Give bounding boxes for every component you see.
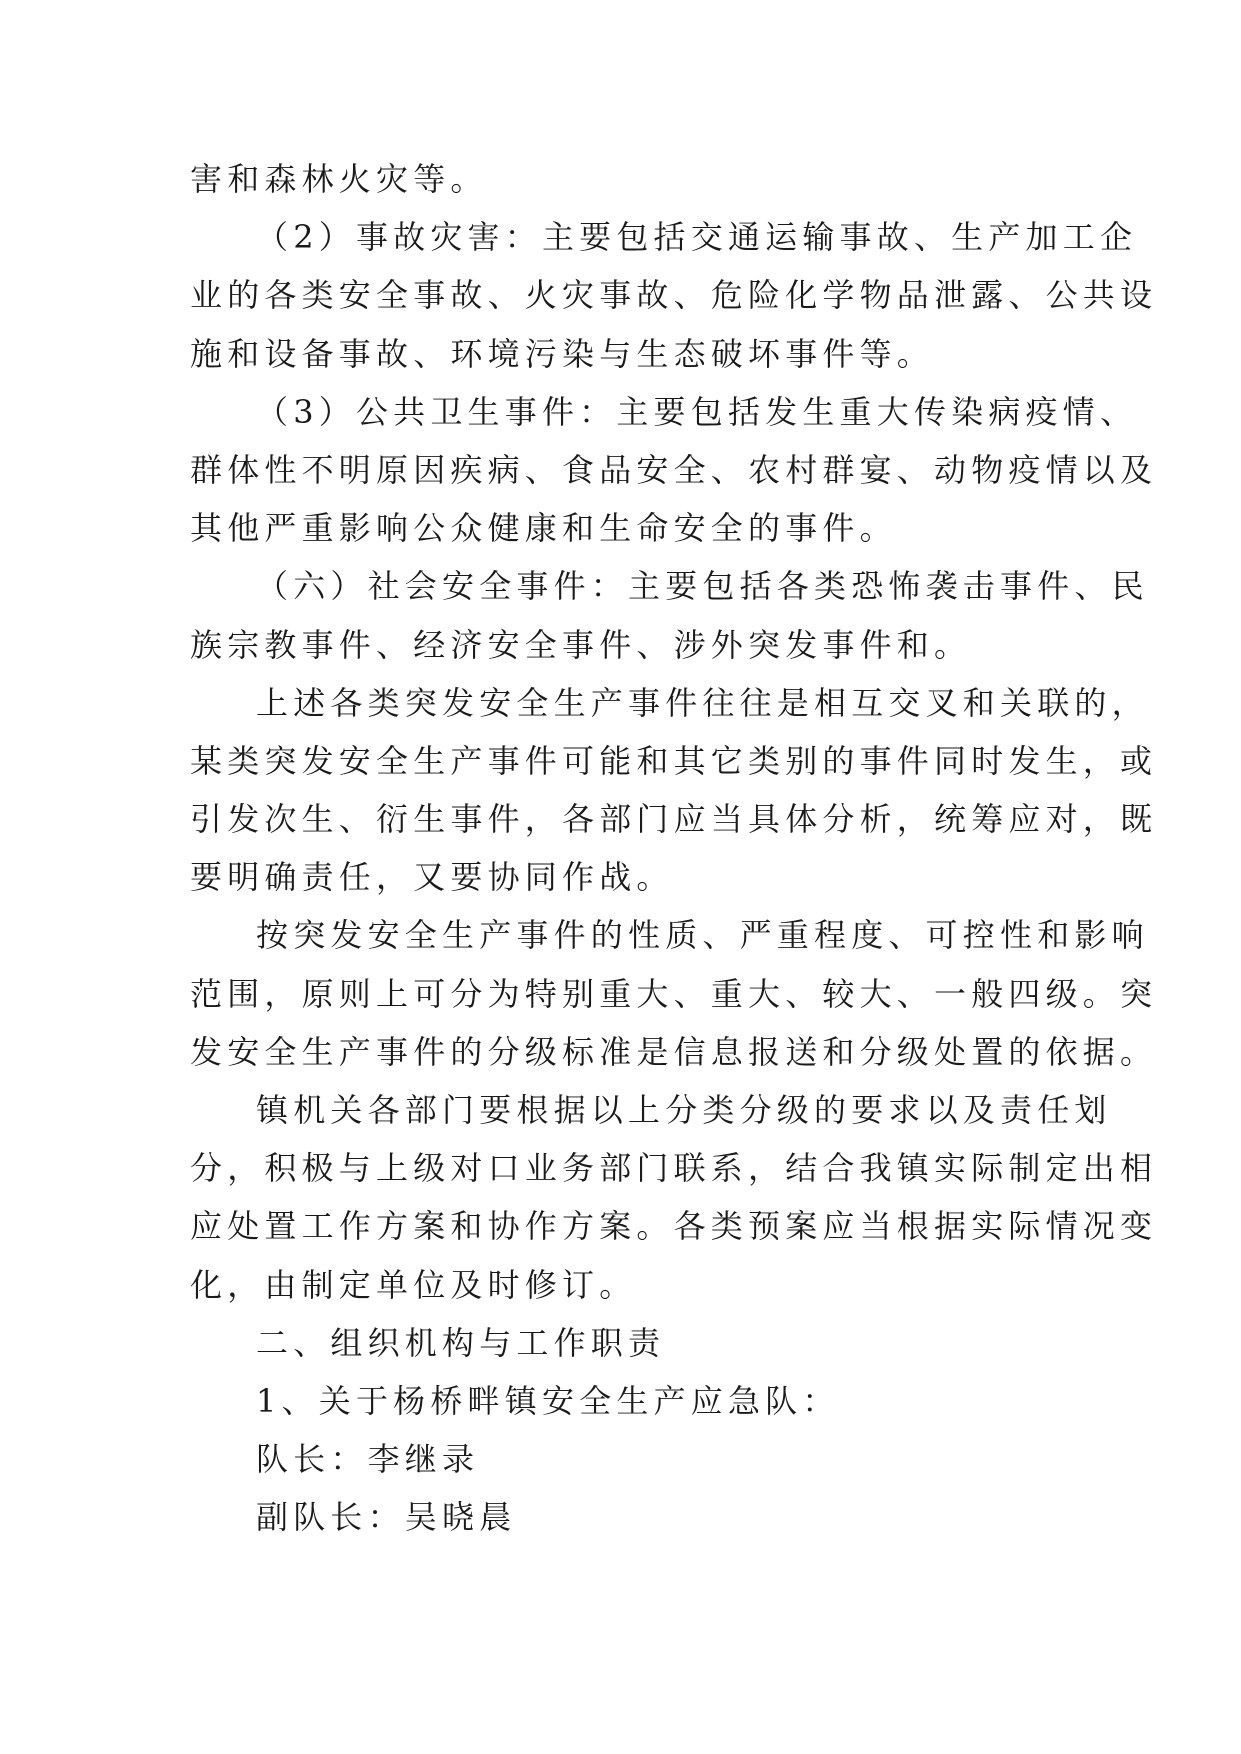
text-line: 上述各类突发安全生产事件往往是相互交叉和关联的，	[256, 683, 1149, 722]
text-line: 施和设备事故、环境污染与生态破坏事件等。	[190, 334, 935, 373]
text-line: （六）社会安全事件：主要包括各类恐怖袭击事件、民	[256, 567, 1149, 606]
team-leader: 队长：李继录	[256, 1440, 480, 1479]
text-line: 镇机关各部门要根据以上分类分级的要求以及责任划	[256, 1091, 1112, 1129]
text-line: 化，由制定单位及时修订。	[190, 1265, 637, 1304]
section-heading: 二、组织机构与工作职责	[256, 1323, 666, 1362]
text-line: 某类突发安全生产事件可能和其它类别的事件同时发生，或	[190, 741, 1158, 780]
text-line: （3）公共卫生事件：主要包括发生重大传染病疫情、	[256, 392, 1138, 431]
text-line: 业的各类安全事故、火灾事故、危险化学物品泄露、公共设	[190, 276, 1158, 315]
text-line: 其他严重影响公众健康和生命安全的事件。	[190, 509, 897, 548]
text-line: 应处置工作方案和协作方案。各类预案应当根据实际情况变	[190, 1207, 1158, 1246]
text-line: 范围，原则上可分为特别重大、重大、较大、一般四级。突	[190, 974, 1158, 1013]
text-line: 引发次生、衍生事件，各部门应当具体分析，统筹应对，既	[190, 800, 1158, 839]
text-line: 族宗教事件、经济安全事件、涉外突发事件和。	[190, 625, 972, 664]
text-line: 害和森林火灾等。	[190, 160, 488, 198]
text-line: 分，积极与上级对口业务部门联系，结合我镇实际制定出相	[190, 1149, 1158, 1188]
text-line: 发安全生产事件的分级标准是信息报送和分级处置的依据。	[190, 1032, 1158, 1071]
text-line: 群体性不明原因疾病、食品安全、农村群宴、动物疫情以及	[190, 450, 1158, 489]
deputy-team-leader: 副队长：吴晓晨	[256, 1498, 517, 1537]
text-line: 要明确责任，又要协同作战。	[190, 858, 674, 897]
text-line: （2）事故灾害：主要包括交通运输事故、生产加工企	[256, 218, 1138, 257]
text-line: 按突发安全生产事件的性质、严重程度、可控性和影响	[256, 916, 1149, 955]
list-item: 1、关于杨桥畔镇安全生产应急队：	[256, 1381, 840, 1420]
document-body	[190, 150, 1158, 1547]
